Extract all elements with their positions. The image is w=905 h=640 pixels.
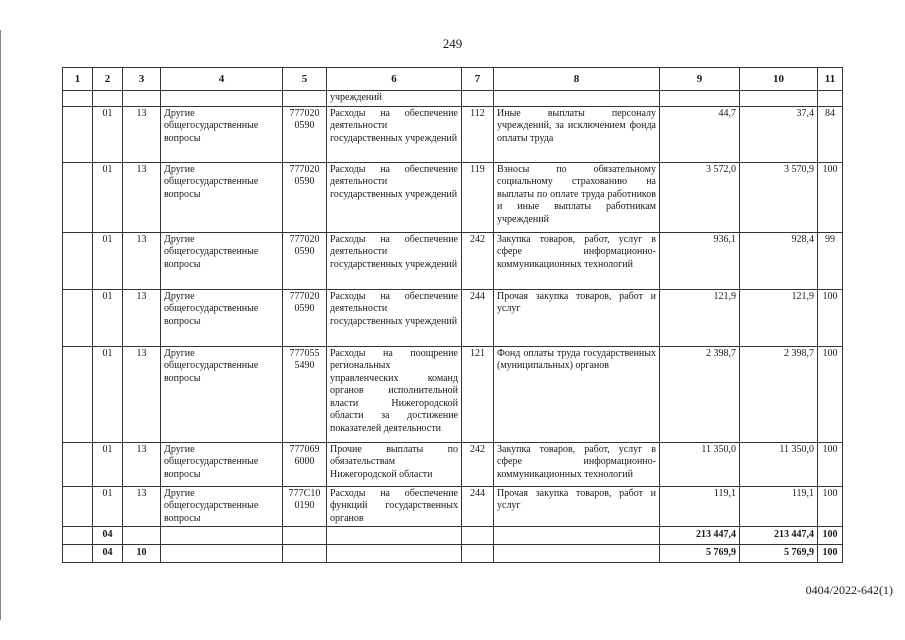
execution-percent: 100 xyxy=(818,486,843,527)
target-article-code: 777С10 0190 xyxy=(283,486,327,527)
section-code: 01 xyxy=(93,232,123,289)
col-header: 3 xyxy=(123,68,161,91)
expense-type-code: 242 xyxy=(462,442,494,486)
execution-percent: 100 xyxy=(818,527,843,545)
executed-amount: 121,9 xyxy=(740,289,818,346)
subsection-code: 13 xyxy=(123,442,161,486)
approved-amount: 121,9 xyxy=(660,289,740,346)
subsection-code: 13 xyxy=(123,346,161,442)
approved-amount: 11 350,0 xyxy=(660,442,740,486)
col-header: 9 xyxy=(660,68,740,91)
execution-percent: 100 xyxy=(818,545,843,563)
subsection-name: Другие общегосударственные вопросы xyxy=(161,232,283,289)
col-header: 2 xyxy=(93,68,123,91)
continuation-row xyxy=(63,91,843,107)
cell-col6 xyxy=(327,545,462,563)
executed-amount: 11 350,0 xyxy=(740,442,818,486)
executed-amount: 2 398,7 xyxy=(740,346,818,442)
cell-col8 xyxy=(494,527,660,545)
subsection-name: Другие общегосударственные вопросы xyxy=(161,106,283,162)
expense-type-name: Закупка товаров, работ, услуг в сфере информационно-коммуникационных технологий xyxy=(494,442,660,486)
col-header: 10 xyxy=(740,68,818,91)
expense-type-name: Прочая закупка товаров, работ и услуг xyxy=(494,289,660,346)
expense-type-name: Закупка товаров, работ, услуг в сфере информационно-коммуникационных технологий xyxy=(494,232,660,289)
col-header: 5 xyxy=(283,68,327,91)
page-number: 249 xyxy=(442,36,463,51)
approved-amount: 3 572,0 xyxy=(660,162,740,232)
executed-amount: 37,4 xyxy=(740,106,818,162)
approved-total: 5 769,9 xyxy=(660,545,740,563)
target-article-name: Расходы на обеспечение функций государственных органов xyxy=(327,486,462,527)
cell-col7 xyxy=(462,545,494,563)
expense-type-code: 119 xyxy=(462,162,494,232)
total-row xyxy=(63,527,843,545)
subsection-name: Другие общегосударственные вопросы xyxy=(161,486,283,527)
table-row xyxy=(63,162,843,232)
subsection-code: 13 xyxy=(123,486,161,527)
subsection-code: 13 xyxy=(123,289,161,346)
cell-col5 xyxy=(283,527,327,545)
section-code: 01 xyxy=(93,106,123,162)
target-article-code: 777069 6000 xyxy=(283,442,327,486)
expense-type-code: 242 xyxy=(462,232,494,289)
subsection-code: 13 xyxy=(123,162,161,232)
col-header: 11 xyxy=(818,68,843,91)
executed-amount: 3 570,9 xyxy=(740,162,818,232)
cell-col8 xyxy=(494,545,660,563)
expense-type-name: Фонд оплаты труда государственных (муниципальных) органов xyxy=(494,346,660,442)
expense-type-code: 244 xyxy=(462,486,494,527)
section-code: 04 xyxy=(93,545,123,563)
executed-amount: 928,4 xyxy=(740,232,818,289)
section-code: 01 xyxy=(93,289,123,346)
target-article-name: Расходы на обеспечение деятельности государственных учреждений xyxy=(327,232,462,289)
section-code: 01 xyxy=(93,346,123,442)
cell-col1 xyxy=(63,289,93,346)
cell-col1 xyxy=(63,346,93,442)
expense-type-code: 112 xyxy=(462,106,494,162)
subsection-name: Другие общегосударственные вопросы xyxy=(161,442,283,486)
cell-col1 xyxy=(63,486,93,527)
expense-type-code: 121 xyxy=(462,346,494,442)
approved-amount: 936,1 xyxy=(660,232,740,289)
subsection-name: Другие общегосударственные вопросы xyxy=(161,289,283,346)
target-article-code: 777020 0590 xyxy=(283,106,327,162)
cell-col7 xyxy=(462,527,494,545)
subsection-name: Другие общегосударственные вопросы xyxy=(161,162,283,232)
table-row xyxy=(63,346,843,442)
cell-col1 xyxy=(63,106,93,162)
target-article-name: Расходы на обеспечение деятельности государственных учреждений xyxy=(327,162,462,232)
executed-amount: 119,1 xyxy=(740,486,818,527)
section-code: 01 xyxy=(93,486,123,527)
expense-type-name: Взносы по обязательному социальному страхованию на выплаты по оплате труда работников и иные выплаты работникам учреждений xyxy=(494,162,660,232)
table-row xyxy=(63,486,843,527)
target-article-code: 777020 0590 xyxy=(283,162,327,232)
col-header: 6 xyxy=(327,68,462,91)
cell-col4 xyxy=(161,545,283,563)
col-header: 4 xyxy=(161,68,283,91)
target-article-name: Расходы на обеспечение деятельности государственных учреждений xyxy=(327,106,462,162)
section-code: 01 xyxy=(93,442,123,486)
section-code: 04 xyxy=(93,527,123,545)
total-row xyxy=(63,545,843,563)
approved-total: 213 447,4 xyxy=(660,527,740,545)
expense-type-name: Прочая закупка товаров, работ и услуг xyxy=(494,486,660,527)
expense-type-code: 244 xyxy=(462,289,494,346)
execution-percent: 99 xyxy=(818,232,843,289)
cell-col1 xyxy=(63,442,93,486)
target-article-name: Расходы на поощрение региональных управленческих команд органов исполнительной власти Нижегородской области за достижение показателей деятельности xyxy=(327,346,462,442)
target-article-name: Прочие выплаты по обязательствам Нижегородской области xyxy=(327,442,462,486)
cell-col1 xyxy=(63,232,93,289)
subsection-code: 10 xyxy=(123,545,161,563)
cell-col5 xyxy=(283,545,327,563)
execution-percent: 100 xyxy=(818,289,843,346)
continuation-text: учреждений xyxy=(327,91,462,107)
approved-amount: 119,1 xyxy=(660,486,740,527)
col-header: 7 xyxy=(462,68,494,91)
target-article-code: 777055 5490 xyxy=(283,346,327,442)
table-row xyxy=(63,106,843,162)
approved-amount: 44,7 xyxy=(660,106,740,162)
execution-percent: 100 xyxy=(818,442,843,486)
page-edge xyxy=(0,30,5,620)
header-row xyxy=(63,68,843,91)
target-article-name: Расходы на обеспечение деятельности государственных учреждений xyxy=(327,289,462,346)
cell-col1 xyxy=(63,527,93,545)
execution-percent: 100 xyxy=(818,162,843,232)
execution-percent: 100 xyxy=(818,346,843,442)
target-article-code: 777020 0590 xyxy=(283,232,327,289)
cell-col1 xyxy=(63,545,93,563)
subsection-name: Другие общегосударственные вопросы xyxy=(161,346,283,442)
target-article-code: 777020 0590 xyxy=(283,289,327,346)
cell-col1 xyxy=(63,162,93,232)
subsection-code: 13 xyxy=(123,106,161,162)
approved-amount: 2 398,7 xyxy=(660,346,740,442)
col-header: 1 xyxy=(63,68,93,91)
table-row xyxy=(63,289,843,346)
subsection-code xyxy=(123,527,161,545)
subsection-code: 13 xyxy=(123,232,161,289)
executed-total: 5 769,9 xyxy=(740,545,818,563)
col-header: 8 xyxy=(494,68,660,91)
executed-total: 213 447,4 xyxy=(740,527,818,545)
execution-percent: 84 xyxy=(818,106,843,162)
expense-type-name: Иные выплаты персоналу учреждений, за исключением фонда оплаты труда xyxy=(494,106,660,162)
budget-table xyxy=(62,67,843,563)
document-code: 0404/2022-642(1) xyxy=(805,583,893,597)
cell-col4 xyxy=(161,527,283,545)
table-row xyxy=(63,232,843,289)
table-row xyxy=(63,442,843,486)
section-code: 01 xyxy=(93,162,123,232)
cell-col6 xyxy=(327,527,462,545)
